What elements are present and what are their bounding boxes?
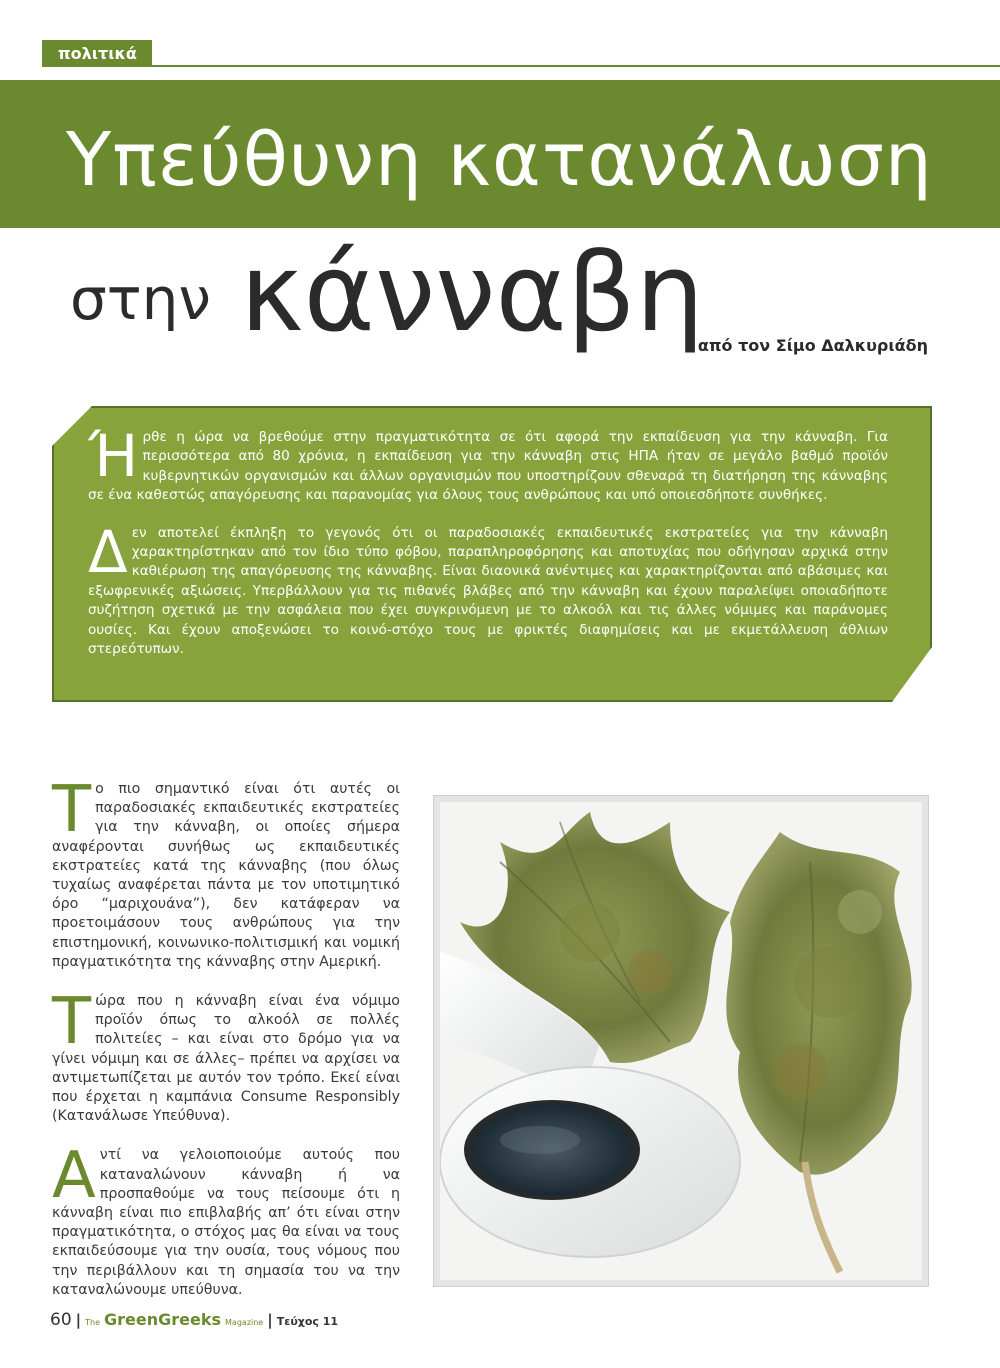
cannabis-photo [440,802,922,1280]
magazine-the: The [85,1318,101,1327]
article-title-line2-small: στην [70,265,211,333]
body-paragraph [52,1139,400,1300]
magazine-brand: GreenGreeks [104,1310,222,1329]
byline: από τον Σίμο Δαλκυριάδη [697,336,928,355]
paragraph-text: ώρα που η κάνναβη είναι ένα νόμιμο προϊόν όπως το αλκοόλ σε πολλές πολιτείες – και είναι στο δρόμο για να γίνει νόμιμη και σε άλλες– πρέπει να αρχίσει να αντιμετωπίζεται με αυτόν τον τρόπο. Εκεί είναι που έρχεται η καμπάνια Consume Responsibly (Κατανάλωσε Υπεύθυνα). [52,993,400,1125]
magazine-suffix: Magazine [225,1318,264,1327]
intro-text [88,422,888,677]
drop-cap: Τ [52,773,92,847]
drop-cap: Ή [88,422,139,490]
page-number: 60 [50,1310,72,1330]
intro-paragraph [88,517,888,660]
intro-paragraph [88,422,888,506]
body-paragraph [52,985,400,1126]
section-tag: πολιτικά [42,40,152,67]
paragraph-text: ντί να γελοιοποιούμε αυτούς που καταναλώνουν κάνναβη ή να προσπαθούμε να τους πείσουμε ότι η κάνναβη είναι πιο επιβλαβής απ’ ότι είναι στην πραγματικότητα, ο στόχος μας θα είναι να τους εκπαιδεύσουμε για την ουσία, τους νόμους που την περιβάλλουν και τη σημασία του να την καταναλώνουμε υπεύθυνα. [52,1147,400,1298]
paragraph-text: εν αποτελεί έκπληξη το γεγονός ότι οι παραδοσιακές εκπαιδευτικές εκστρατείες για την κάνναβη χαρακτηρίστηκαν από τον ίδιο τύπο φόβου, παραπληροφόρησης και αποτυχίας που οδήγησαν αρχικά στην καθιέρωση της απαγόρευσης της κάνναβης. Είναι διαονικά ανέντιμες και χαρακτηρίζονται από αβάσιμες και εξωφρενικές αξιώσεις. Υπερβάλλουν για τις πιθανές βλάβες από την κάνναβη και έχουν παραλείψει οποιαδήποτε συζήτηση σχετικά με την ασφάλεια που έχει συγκρινόμενη με το αλκοόλ και τις άλλες νόμιμες και παράνομες ουσίες. Και έχουν αποξενώσει το κοινό-στόχο τους με φρικτές διαφημίσεις και με εκμετάλλευση άθλιων στερεότυπων. [88,524,888,658]
drop-cap: Δ [88,517,128,586]
issue-number: Τεύχος 11 [276,1315,339,1328]
cannabis-illustration [440,802,922,1280]
footer-divider: | [267,1311,273,1329]
article-title-line1: Υπεύθυνη κατανάλωση [66,117,933,203]
body-column [52,773,400,1320]
article-title-line2-big: κάνναβη [240,231,705,356]
paragraph-text: ο πιο σημαντικό είναι ότι αυτές οι παραδοσιακές εκπαιδευτικές εκστρατείες για την κάνναβη, οι οποίες σήμερα αναφέρονται συνήθως ως εκπαιδευτικές εκστρατείες κατά της κάνναβης (που όλως τυχαίως αναφέρεται πάντα με τον υποτιμητικό όρο “μαριχουάνα”), δεν κατάφεραν να προετοιμάσουν τους ανθρώπους για την επιστημονική, κοινωνικο-πολιτισμική και νομική πραγματικότητα της κάνναβης στην Αμερική. [52,781,400,970]
drop-cap: Α [52,1139,96,1214]
paragraph-text: ρθε η ώρα να βρεθούμε στην πραγματικότητα σε ότι αφορά την εκπαίδευση για την κάνναβη. Για περισσότερα από 80 χρόνια, η εκπαίδευση για την κάνναβη στις ΗΠΑ ήταν σε μεγάλο βαθμό προϊόν κυβερνητικών οργανισμών και άλλων οργανισμών που υποστηρίζουν σθεναρά τη διατήρηση της κάνναβης σε ένα καθεστώς απαγόρευσης και παρανομίας για όλους τους ανθρώπους και υπό οποιεσδήποτε συνθήκες. [88,429,888,504]
footer-divider: | [75,1311,82,1329]
page-footer [50,1310,338,1330]
body-paragraph [52,773,400,972]
drop-cap: Τ [52,985,92,1060]
section-rule [152,65,1000,67]
